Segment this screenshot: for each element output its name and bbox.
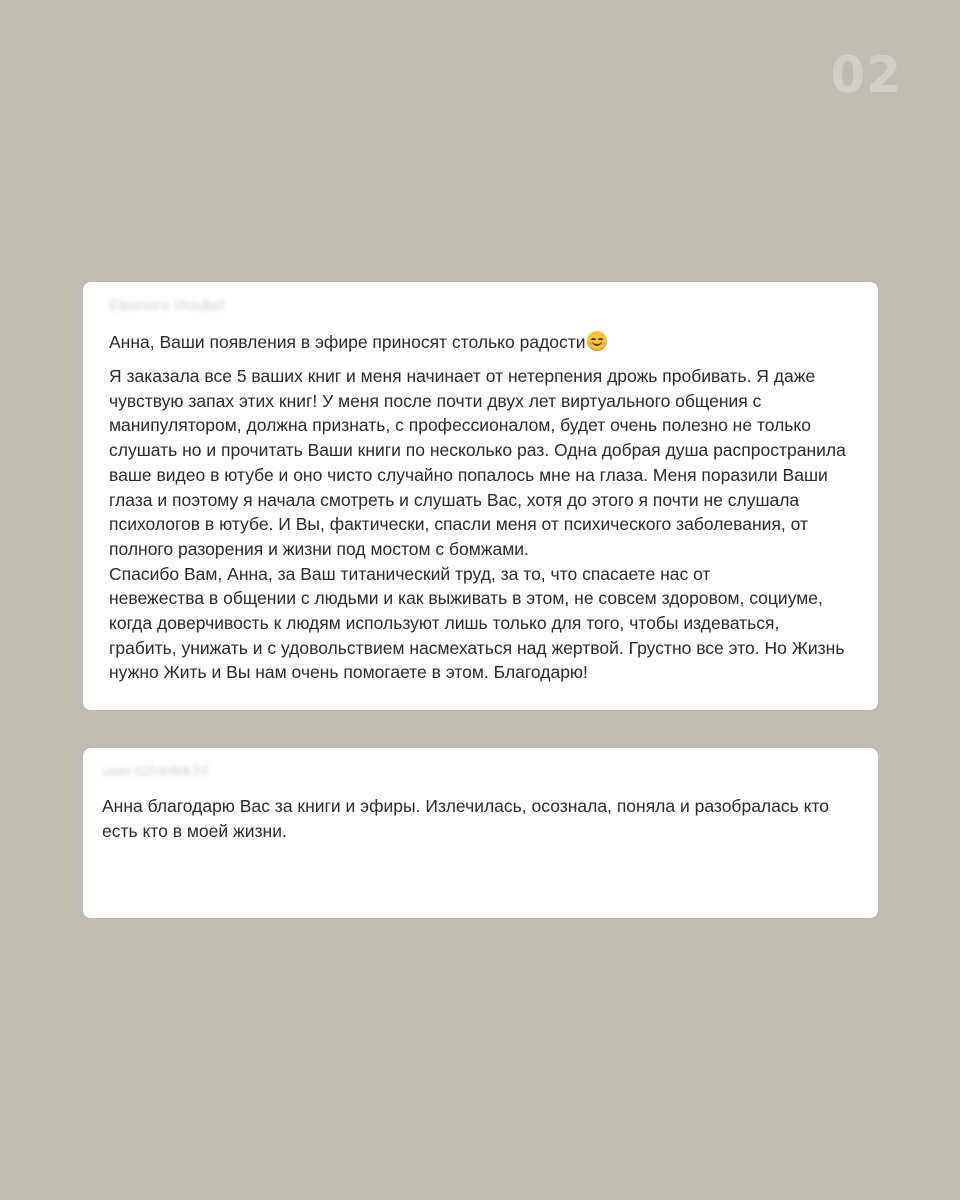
smiling-face-icon xyxy=(587,331,607,351)
review-greeting-text: Анна, Ваши появления в эфире приносят столько радости xyxy=(109,332,586,352)
review-text-line: слушать но и прочитать Ваши книги по несколько раз. Одна добрая душа распространила xyxy=(109,440,846,461)
review-text xyxy=(102,794,859,843)
review-text-line: грабить, унижать и с удовольствием насмехаться над жертвой. Грустно все это. Но Жизнь xyxy=(109,637,845,658)
review-text-line: чувствую запах этих книг! У меня после почти двух лет виртуального общения с xyxy=(109,390,762,411)
review-text-line: когда доверчивость к людям используют лишь только для того, чтобы издеваться, xyxy=(109,613,780,634)
review-text xyxy=(109,364,852,685)
review-text-line: манипулятором, должна признать, с профессионалом, будет очень полезно не только xyxy=(109,415,811,436)
review-text-line: Спасибо Вам, Анна, за Ваш титанический труд, за то, что спасаете нас от xyxy=(109,563,711,584)
review-text-line: психологов в ютубе. И Вы, фактически, спасли меня от психического заболевания, от xyxy=(109,514,808,535)
review-text-line: полного разорения и жизни под мостом с бомжами. xyxy=(109,538,529,559)
review-text-line: ваше видео в ютубе и оно чисто случайно попалось мне на глаза. Меня поразили Ваши xyxy=(109,464,828,485)
review-text-line: невежества в общении с людьми и как выживать в этом, не совсем здоровом, социуме, xyxy=(109,588,823,609)
review-author-name: Eleonora Vroubel xyxy=(109,297,225,314)
review-greeting xyxy=(109,330,852,354)
review-author-name: user-t1h4r9rk7d xyxy=(102,763,208,780)
review-card xyxy=(83,282,878,710)
page-number: 02 xyxy=(830,46,902,104)
review-text-line: есть кто в моей жизни. xyxy=(102,820,287,841)
review-text-line: глаза и поэтому я начала смотреть и слушать Вас, хотя до этого я почти не слушала xyxy=(109,489,800,510)
review-text-line: Я заказала все 5 ваших книг и меня начинает от нетерпения дрожь пробивать. Я даже xyxy=(109,366,816,386)
review-text-line: Анна благодарю Вас за книги и эфиры. Излечилась, осознала, поняла и разобралась кто xyxy=(102,796,830,816)
review-card xyxy=(83,748,878,918)
review-text-line: нужно Жить и Вы нам очень помогаете в этом. Благодарю! xyxy=(109,662,588,683)
